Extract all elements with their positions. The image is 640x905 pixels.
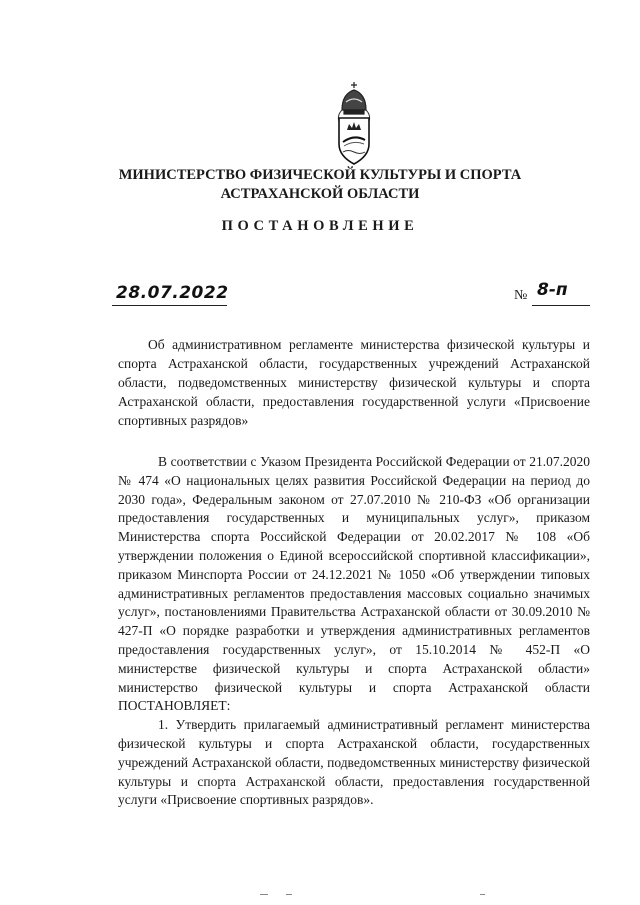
decree-date: 28.07.2022 [116,283,229,303]
ministry-name [0,166,640,204]
coat-of-arms-icon [330,80,378,166]
ministry-line-1: МИНИСТЕРСТВО ФИЗИЧЕСКОЙ КУЛЬТУРЫ И СПОРТА [118,167,522,183]
preamble-paragraph: В соответствии с Указом Президента Российской Федерации от 21.07.2020 № 474 «О национальных целях развития Российской Федерации на период до 2030 года», Федеральным законом от 27.07.2010 № 210-ФЗ «Об организации предоставления государственных и муниципальных услуг», приказом Министерства спорта Российской Федерации от 20.02.2017 № 108 «Об утверждении положения о Единой всероссийской спортивной классификации», приказом Минспорта России от 24.12.2021 № 1050 «Об утверждении типовых административных регламентов предоставления массовых социально значимых услуг», постановлениями Правительства Астраханской области от 30.09.2010 № 427-П «О порядке разработки и утверждения административных регламентов предоставления государственных услуг», от 15.10.2014 № 452-П «О министерстве физической культуры и спорта Астраханской области» министерство физической культуры и спорта Астраханской области ПОСТАНОВЛЯЕТ: [118,454,590,714]
decree-body [118,453,590,810]
decree-number: 8-п [537,280,568,300]
ministry-line-2: АСТРАХАНСКОЙ ОБЛАСТИ [220,186,420,202]
subject-text: Об административном регламенте министерства физической культуры и спорта Астраханской области, государственных учреждений Астраханской области, подведомственных министерству физической культуры и спорта Астраханской области, предоставления государственной услуги «Присвоение спортивных разрядов» [118,337,590,428]
decree-subject [118,335,590,430]
document-type-title: ПОСТАНОВЛЕНИЕ [221,218,419,234]
date-underline [112,305,227,306]
item-1-paragraph: 1. Утвердить прилагаемый административный регламент министерства физической культуры и спорта Астраханской области, государственных учреждений Астраханской области, подведомственных министерству физической культуры и спорта Астраханской области, предоставления государственной услуги «Присвоение спортивных разрядов». [118,717,590,808]
page-bottom-marks [260,894,490,898]
number-underline [532,305,590,306]
number-sign: № [514,288,528,303]
